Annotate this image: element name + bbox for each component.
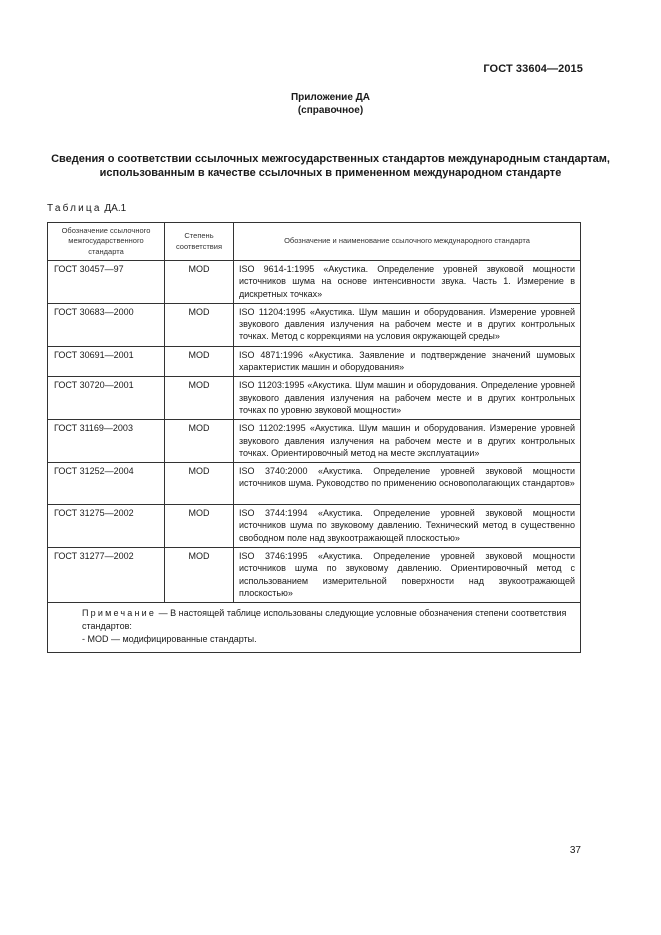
table-row xyxy=(48,303,581,346)
appendix-block xyxy=(0,92,661,117)
cell-iso: ISO 3744:1994 «Акустика. Определение уровней звуковой мощности источников шума по звуковому давлению. Технический метод в существенно свободном поле над звукоотражающей плоскостью» xyxy=(234,505,581,548)
cell-degree: MOD xyxy=(165,420,234,463)
header-gost-designation: Обозначение ссылочного межгосударственного стандарта xyxy=(48,223,165,261)
cell-iso: ISO 11203:1995 «Акустика. Шум машин и оборудования. Определение уровней звукового давления излучения на рабочем месте и в других контрольных точках по уровню звуковой мощности» xyxy=(234,377,581,420)
table-caption-word: Таблица xyxy=(47,203,102,214)
cell-degree: MOD xyxy=(165,303,234,346)
header-degree: Степень соответствия xyxy=(165,223,234,261)
document-code: ГОСТ 33604—2015 xyxy=(483,63,583,75)
cell-iso: ISO 3740:2000 «Акустика. Определение уровней звуковой мощности источников шума. Руководство по применению основополагающих стандартов» xyxy=(234,463,581,505)
table-row xyxy=(48,463,581,505)
cell-gost: ГОСТ 31252—2004 xyxy=(48,463,165,505)
cell-iso: ISO 9614-1:1995 «Акустика. Определение уровней звуковой мощности источников шума на основе интенсивности звука. Часть 1. Измерение в дискретных точках» xyxy=(234,261,581,304)
table-row xyxy=(48,261,581,304)
cell-degree: MOD xyxy=(165,261,234,304)
table-row xyxy=(48,420,581,463)
cell-gost: ГОСТ 31277—2002 xyxy=(48,548,165,603)
note-text: — В настоящей таблице использованы следующие условные обозначения степени соответствия стандартов: xyxy=(82,608,567,632)
appendix-subtitle: (справочное) xyxy=(297,104,364,116)
cell-gost: ГОСТ 31169—2003 xyxy=(48,420,165,463)
cell-iso: ISO 3746:1995 «Акустика. Определение уровней звуковой мощности источников шума по звуковому давлению. Ориентировочный метод с использованием измерительной поверхности над звукоотражающей плоскостью» xyxy=(234,548,581,603)
cell-gost: ГОСТ 30457—97 xyxy=(48,261,165,304)
cell-degree: MOD xyxy=(165,346,234,377)
table-note xyxy=(48,603,581,653)
cell-gost: ГОСТ 30720—2001 xyxy=(48,377,165,420)
note-label: Примечание xyxy=(82,608,157,619)
cell-degree: MOD xyxy=(165,548,234,603)
table-row xyxy=(48,346,581,377)
table-caption xyxy=(47,203,126,214)
cell-iso: ISO 4871:1996 «Акустика. Заявление и подтверждение значений шумовых характеристик машин и оборудования» xyxy=(234,346,581,377)
cell-degree: MOD xyxy=(165,505,234,548)
cell-degree: MOD xyxy=(165,463,234,505)
cell-gost: ГОСТ 30683—2000 xyxy=(48,303,165,346)
cell-iso: ISO 11202:1995 «Акустика. Шум машин и оборудования. Измерение уровней звукового давления излучения на рабочем месте и в других контрольных точках. Ориентировочный метод на месте эксплуатации» xyxy=(234,420,581,463)
page-number: 37 xyxy=(569,845,581,856)
appendix-title: Приложение ДА xyxy=(290,92,371,103)
cell-gost: ГОСТ 30691—2001 xyxy=(48,346,165,377)
section-heading: Сведения о соответствии ссылочных межгосударственных стандартов международным стандартам, использованным в качестве ссылочных в примененном международном стандарте xyxy=(51,153,610,179)
note-item: - MOD — модифицированные стандарты. xyxy=(82,634,257,645)
header-iso-designation: Обозначение и наименование ссылочного международного стандарта xyxy=(234,223,581,261)
cell-iso: ISO 11204:1995 «Акустика. Шум машин и оборудования. Измерение уровней звукового давления излучения на рабочем месте и в других контрольных точках. Метод с коррекциями на условия окружающей среды» xyxy=(234,303,581,346)
table-row xyxy=(48,377,581,420)
correspondence-table xyxy=(47,222,581,653)
cell-gost: ГОСТ 31275—2002 xyxy=(48,505,165,548)
table-row xyxy=(48,548,581,603)
table-note-row xyxy=(48,603,581,653)
table-row xyxy=(48,505,581,548)
table-caption-number: ДА.1 xyxy=(104,203,127,214)
cell-degree: MOD xyxy=(165,377,234,420)
table-header-row xyxy=(48,223,581,261)
